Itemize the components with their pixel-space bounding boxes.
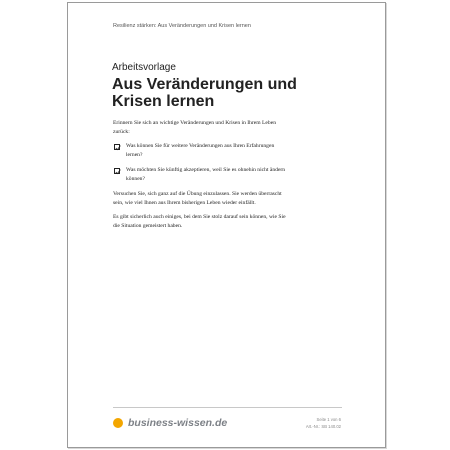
page-number: Seite 1 von 6	[316, 417, 341, 422]
document-title	[112, 76, 297, 110]
closing-paragraph	[113, 213, 333, 231]
checkbox-icon[interactable]	[114, 144, 120, 150]
article-number: Art.-Nr.: SB 140.02	[305, 424, 341, 429]
document-body	[113, 119, 333, 236]
title-line-1: Aus Veränderungen und	[112, 76, 297, 93]
intro-line-1: Erinnern Sie sich an wichtige Veränderungen und Krisen in Ihrem Leben	[113, 120, 276, 126]
checklist-item	[113, 142, 333, 160]
closing-line-1: Es gibt sicherlich auch einiges, bei dem Sie stolz darauf sein können, wie Sie	[113, 214, 286, 220]
instruction-paragraph	[113, 190, 333, 208]
checkbox-icon[interactable]	[114, 168, 120, 174]
closing-line-2: die Situation gemeistert haben.	[113, 223, 183, 229]
checklist-text-line-1: Was können Sie für weitere Veränderungen aus Ihren Erfahrungen	[126, 143, 275, 149]
logo-dot-icon	[113, 418, 123, 428]
checklist-item	[113, 166, 333, 184]
footer-meta	[306, 416, 341, 430]
checklist-text-line-1: Was möchten Sie künftig akzeptieren, weil Sie es ohnehin nicht ändern	[126, 167, 286, 173]
document-page	[67, 2, 386, 448]
checklist-text-line-2: lernen?	[126, 152, 143, 158]
intro-paragraph	[113, 119, 333, 137]
checklist-text	[126, 166, 333, 184]
instruction-line-1: Versuchen Sie, sich ganz auf die Übung einzulassen. Sie werden überrascht	[113, 191, 282, 197]
title-line-2: Krisen lernen	[112, 93, 215, 110]
running-header: Resilienz stärken: Aus Veränderungen und Krisen lernen	[113, 23, 251, 29]
brand-logo	[113, 417, 227, 429]
checklist-text	[126, 142, 333, 160]
logo-text: business-wissen.de	[128, 417, 228, 429]
instruction-line-2: sein, wie viel Ihnen aus Ihrem bisherigen Leben wieder einfällt.	[113, 200, 256, 206]
intro-line-2: zurück:	[113, 129, 130, 135]
checklist-text-line-2: können?	[126, 176, 145, 182]
document-kicker: Arbeitsvorlage	[112, 62, 176, 73]
footer-divider	[113, 407, 342, 408]
